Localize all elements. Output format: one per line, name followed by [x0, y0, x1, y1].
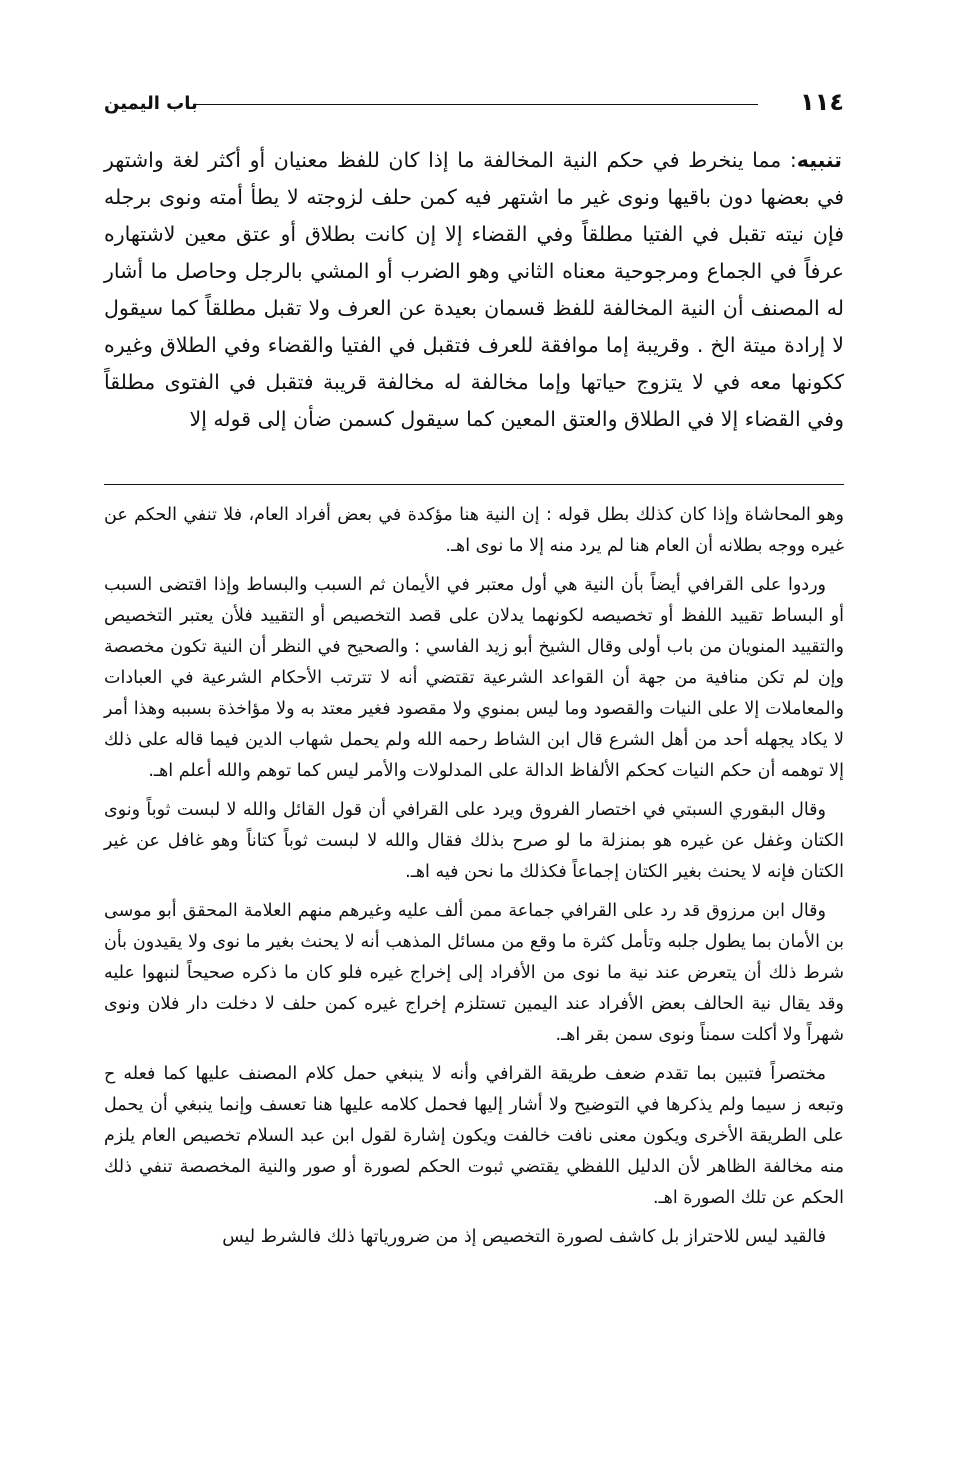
running-title: باب اليمين	[104, 93, 198, 114]
page-number: ١١٤	[800, 88, 844, 116]
page-header	[104, 84, 844, 124]
main-paragraph-text: : مما ينخرط في حكم النية المخالفة ما إذا كان للفظ معنيان أو أكثر لغة واشتهر في بعضها دون باقيها ونوى غير ما اشتهر فيه كمن حلف لزوجته لا يطأ أمته ونوى برجله فإن نيته تقبل في الفتيا مطلقاً وفي القضاء إلا إن كانت بطلاق أو عتق معين لاشتهاره عرفاً في الجماع ومرجوحية معناه الثاني وهو الضرب أو المشي بالرجل وحاصل ما أشار له المصنف أن النية المخالفة للفظ قسمان بعيدة عن العرف ولا تقبل مطلقاً كما سيقول لا إرادة ميتة الخ . وقريبة إما موافقة للعرف فتقبل في الفتيا والقضاء وفي الطلاق وغيره ككونها معه في لا يتزوج حياتها وإما مخالفة له مخالفة قريبة فتقبل في الفتوى مطلقاً وفي القضاء إلا في الطلاق والعتق المعين كما سيقول كسمن ضأن إلى قوله إلا	[104, 148, 844, 431]
footnote-paragraph: فالقيد ليس للاحتراز بل كاشف لصورة التخصيص إذ من ضرورياتها ذلك فالشرط ليس	[222, 1227, 826, 1247]
footnotes	[104, 500, 844, 1261]
footnote-paragraph: مختصراً فتبين بما تقدم ضعف طريقة القرافي وأنه لا ينبغي حمل كلام المصنف عليها كما فعله ح وتبعه ز سيما ولم يذكرها في التوضيح ولا أشار إليها فحمل كلامه عليها هنا تعسف وإنما ينبغي أن يحمل على الطريقة الأخرى ويكون معنى نافت خالفت ويكون إشارة لقول ابن عبد السلام تخصيص العام يلزم منه مخالفة الظاهر لأن الدليل اللفظي يقتضي ثبوت الحكم لصورة أو صور والنية المخصصة تنفي ذلك الحكم عن تلك الصورة اهـ.	[104, 1064, 844, 1208]
main-text	[104, 142, 844, 438]
main-paragraph	[104, 142, 844, 438]
footnote-paragraph: وقال ابن مرزوق قد رد على القرافي جماعة ممن ألف عليه وغيرهم منهم العلامة المحقق أبو موسى بن الأمان بما يطول جلبه وتأمل كثرة ما وقع من مسائل المذهب أنه لا يحنث بغير ما نوى ولا يقيدون بأن شرط ذلك أن يتعرض عند نية ما نوى من الأفراد إلى إخراج غيره فلو كان ما ذكره صحيحاً لنبهوا عليه وقد يقال نية الحالف بعض الأفراد عند اليمين تستلزم إخراج غيره كمن حلف لا دخلت دار فلان ونوى شهراً ولا أكلت سمناً ونوى سمن بقر اهـ.	[104, 901, 844, 1045]
footnote-separator	[104, 484, 844, 485]
footnote-paragraph: وهو المحاشاة وإذا كان كذلك بطل قوله : إن النية هنا مؤكدة في بعض أفراد العام، فلا تنفي الحكم عن غيره ووجه بطلانه أن العام هنا لم يرد منه إلا ما نوى اهـ.	[104, 505, 844, 556]
note-term: تنبيه	[796, 148, 842, 172]
footnote-paragraph: وقال البقوري السبتي في اختصار الفروق ويرد على القرافي أن قول القائل والله لا لبست ثوباً ونوى الكتان وغفل عن غيره هو بمنزلة ما لو صرح بذلك فقال والله لا لبست ثوباً كتاناً وهو غافل عن غير الكتان فإنه لا يحنث بغير الكتان إجماعاً فكذلك ما نحن فيه اهـ.	[104, 800, 844, 882]
header-rule	[196, 104, 758, 105]
footnote-paragraph: وردوا على القرافي أيضاً بأن النية هي أول معتبر في الأيمان ثم السبب والبساط وإذا اقتضى السبب أو البساط تقييد اللفظ أو تخصيصه لكونهما يدلان على قصد التخصيص أو التقييد فلأن يعتبر التخصيص والتقييد المنويان من باب أولى وقال الشيخ أبو زيد الفاسي : والصحيح في النظر أن النية تكون مخصصة وإن لم تكن منافية من جهة أن القواعد الشرعية تقتضي أنه لا تترتب الأحكام الشرعية في العبادات والمعاملات إلا على النيات والقصود وما ليس بمنوي ولا مقصود فغير معتد به ولا مؤاخذة بسببه وهذا أمر لا يكاد يجهله أحد من أهل الشرع قال ابن الشاط رحمه الله ولم يحمل شهاب الدين فيما قاله على ذلك إلا توهمه أن حكم النيات كحكم الألفاظ الدالة على المدلولات والأمر ليس كما توهم والله أعلم اهـ.	[104, 575, 844, 781]
